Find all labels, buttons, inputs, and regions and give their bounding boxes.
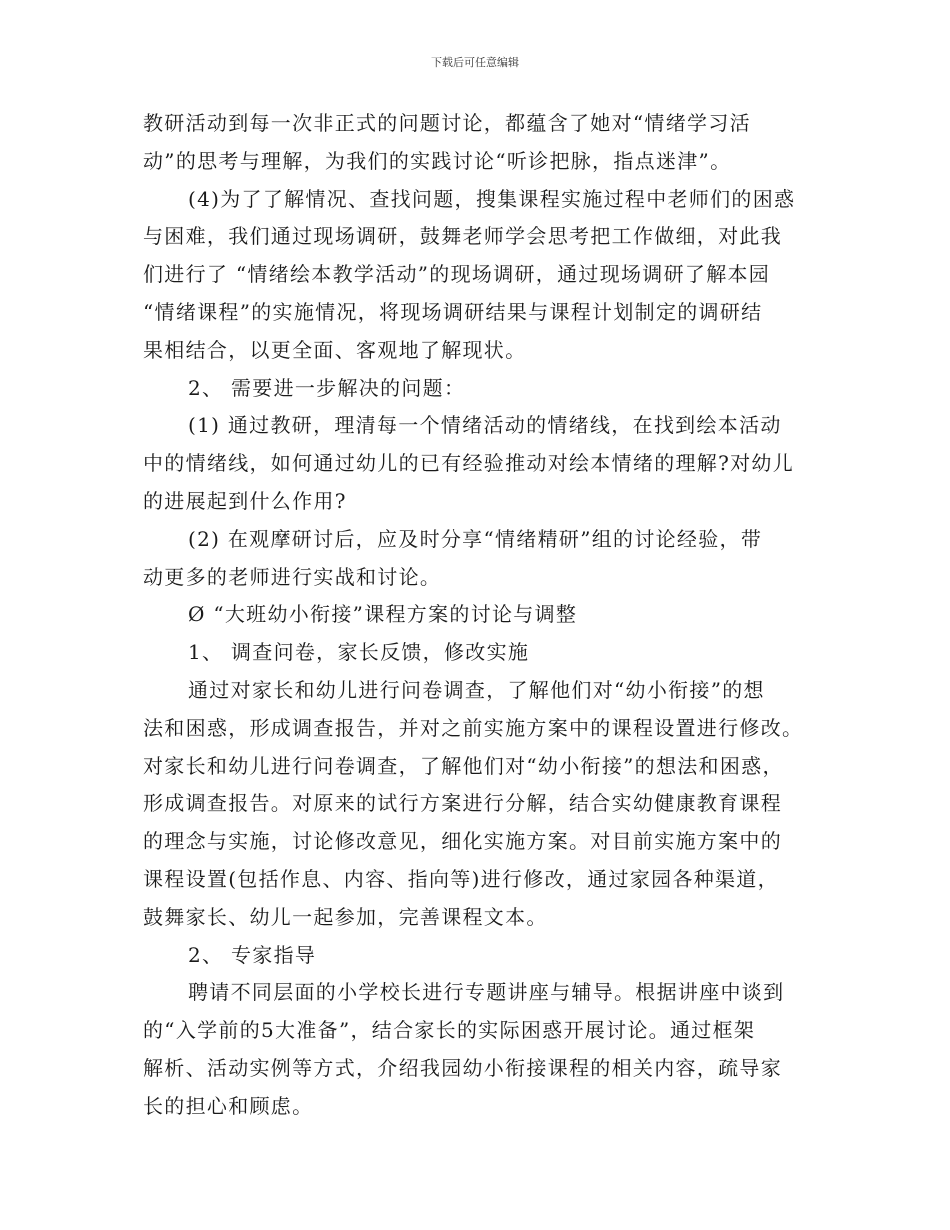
text-line: 对家长和幼儿进行问卷调查，了解他们对“幼小衔接”的想法和困惑，	[143, 753, 784, 778]
text-line: 解析、活动实例等方式，介绍我园幼小衔接课程的相关内容，疏导家	[143, 1055, 782, 1080]
page-header: 下载后可任意编辑	[431, 56, 519, 69]
text-line: Ø “大班幼小衔接”课程方案的讨论与调整	[188, 602, 578, 627]
text-line: 法和困惑，形成调查报告，并对之前实施方案中的课程设置进行修改。	[143, 715, 804, 740]
text-line: 聘请不同层面的小学校长进行专题讲座与辅导。根据讲座中谈到	[188, 980, 785, 1005]
text-line: 教研活动到每一次非正式的问题讨论，都蕴含了她对“情绪学习活	[143, 111, 751, 135]
document-body	[143, 105, 811, 1126]
text-line: 长的担心和顾虑。	[143, 1093, 314, 1118]
text-line: 通过对家长和幼儿进行问卷调查，了解他们对“幼小衔接”的想	[188, 677, 765, 702]
text-line: 1、 调查问卷，家长反馈，修改实施	[188, 640, 530, 665]
text-line: 课程设置(包括作息、内容、指向等)进行修改，通过家园各种渠道，	[143, 866, 779, 891]
text-line: (4)为了了解情况、查找问题，搜集课程实施过程中老师们的困惑	[188, 186, 796, 211]
text-line: 果相结合，以更全面、客观地了解现状。	[143, 337, 527, 362]
text-line: 的理念与实施，讨论修改意见，细化实施方案。对目前实施方案中的	[143, 829, 782, 854]
text-line: “情绪课程”的实施情况，将现场调研结果与课程计划制定的调研结	[143, 299, 763, 324]
text-line: 鼓舞家长、幼儿一起参加，完善课程文本。	[143, 904, 548, 929]
text-line: 们进行了 “情绪绘本教学活动”的现场调研，通过现场调研了解本园	[143, 262, 771, 287]
text-line: (2) 在观摩研讨后，应及时分享“情绪精研”组的讨论经验，带	[188, 526, 763, 551]
text-line: 2、 需要进一步解决的问题：	[188, 375, 466, 400]
text-line: 与困难，我们通过现场调研，鼓舞老师学会思考把工作做细，对此我	[143, 224, 782, 249]
text-line: 的“入学前的5大准备”，结合家长的实际困惑开展讨论。通过框架	[143, 1018, 756, 1043]
text-line: 的进展起到什么作用?	[143, 488, 347, 513]
text-line: 形成调查报告。对原来的试行方案进行分解，结合实幼健康教育课程	[143, 791, 782, 816]
text-line: (1) 通过教研，理清每一个情绪活动的情绪线，在找到绘本活动	[188, 413, 782, 438]
text-line: 动”的思考与理解，为我们的实践讨论“听诊把脉，指点迷津”。	[143, 148, 732, 173]
text-line: 2、 专家指导	[188, 942, 317, 967]
text-line: 中的情绪线，如何通过幼儿的已有经验推动对绘本情绪的理解?对幼儿	[143, 451, 795, 476]
text-line: 动更多的老师进行实战和讨论。	[143, 564, 442, 589]
